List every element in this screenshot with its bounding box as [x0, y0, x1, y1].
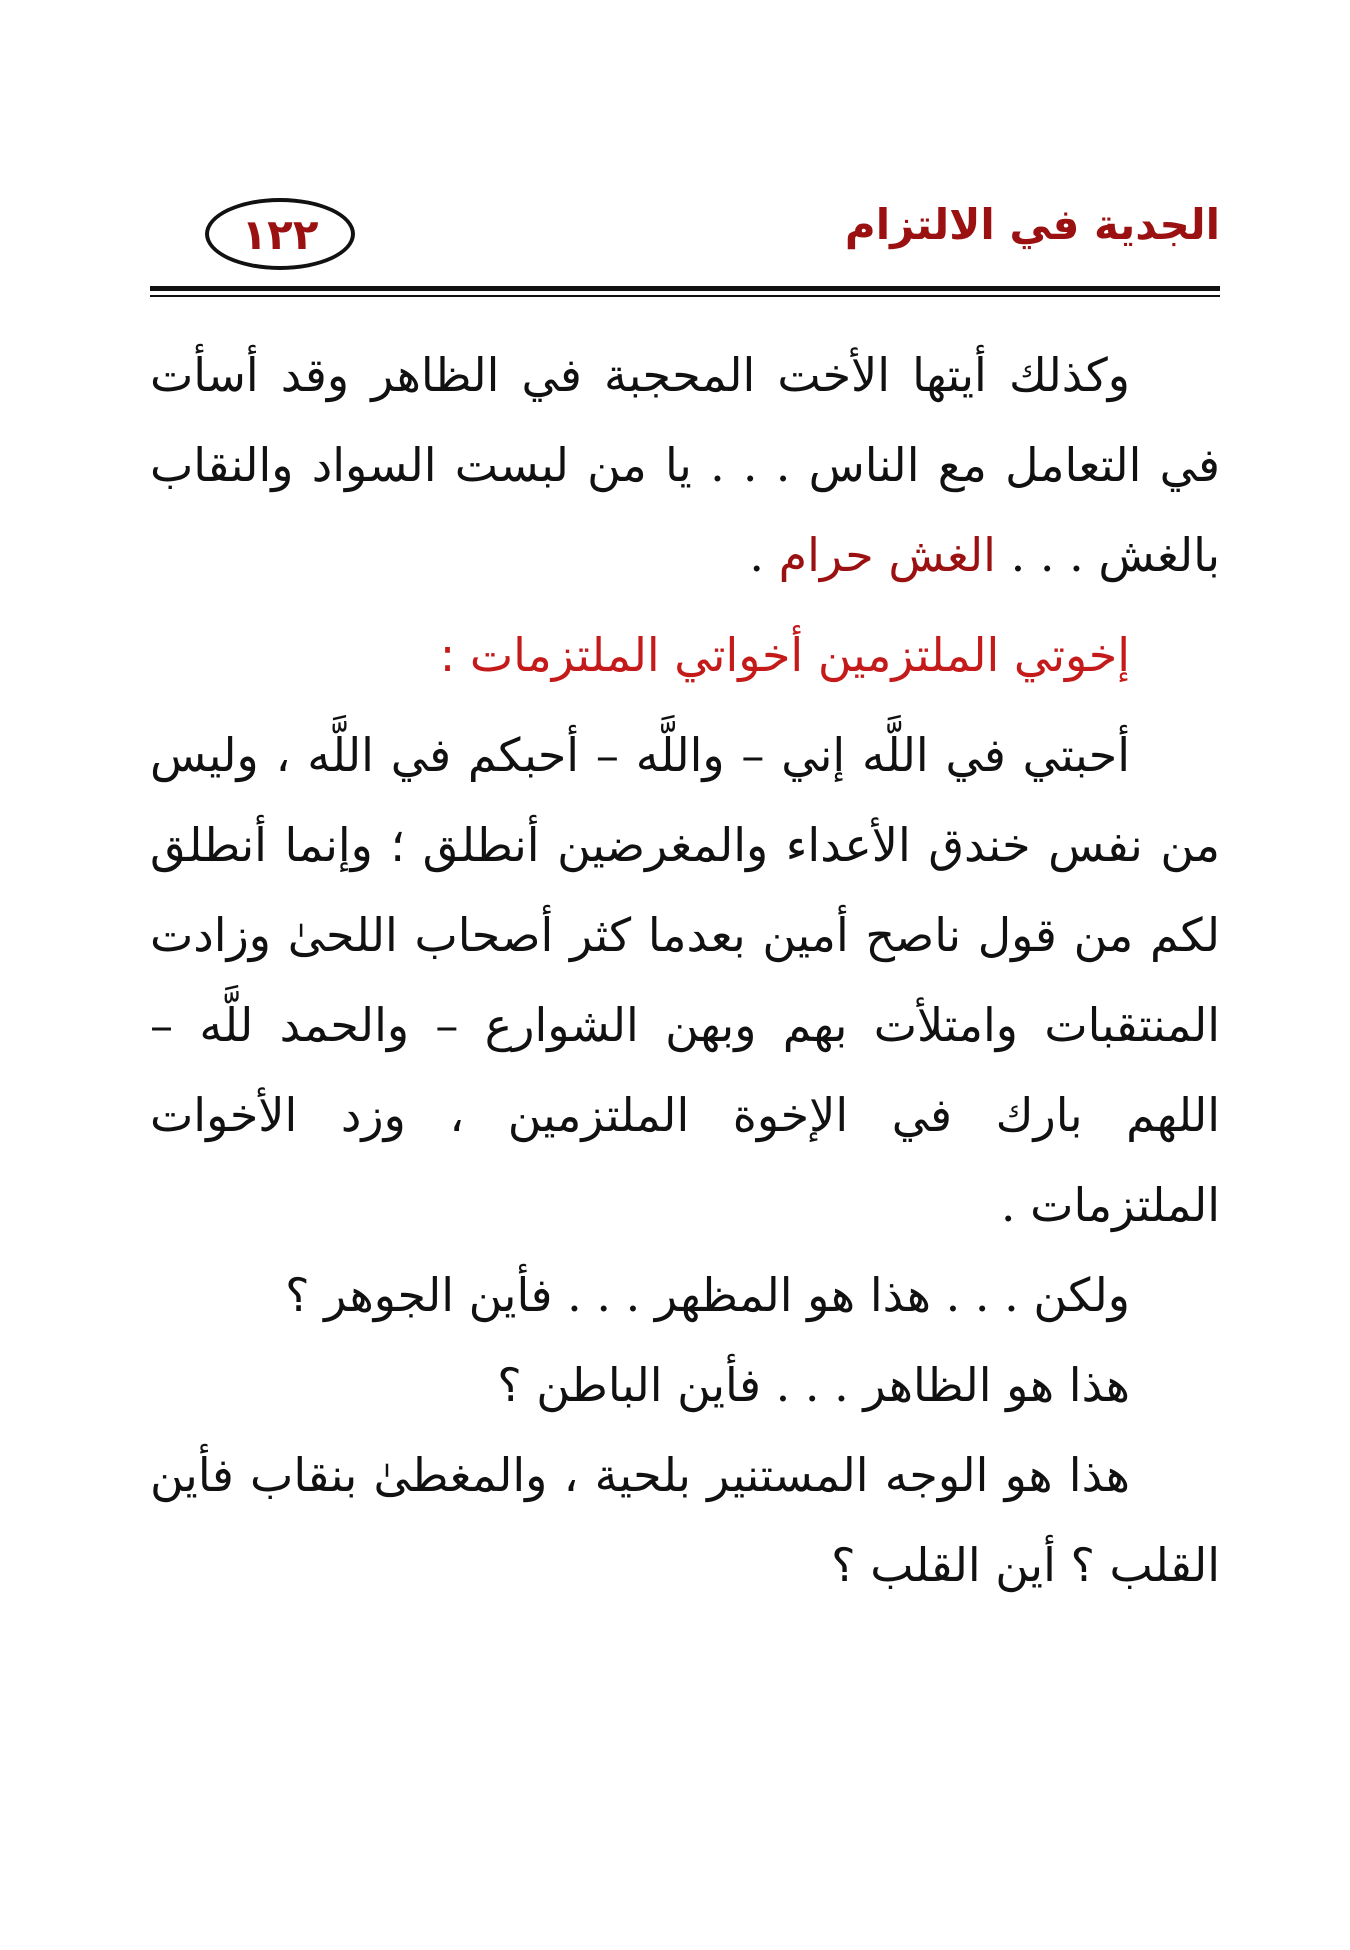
page-header	[150, 190, 1220, 280]
paragraph-4: هذا هو الظاهر . . . فأين الباطن ؟	[497, 1358, 1130, 1412]
highlight-phrase: الغش حرام	[778, 528, 996, 582]
paragraph-1-end: .	[749, 528, 779, 582]
header-rule-thick	[150, 286, 1220, 291]
paragraph-1	[150, 330, 1220, 600]
paragraph-1-text: وكذلك أيتها الأخت المحجبة في الظاهر وقد أسأت في التعامل مع الناس . . . يا من لبست السواد والنقاب بالغش . . .	[150, 348, 1220, 582]
page-body	[150, 330, 1220, 1610]
running-title: الجدية في الالتزام	[844, 200, 1220, 249]
page-number: ١٢٢	[205, 198, 355, 270]
section-heading: إخوتي الملتزمين أخواتي الملتزمات :	[439, 628, 1130, 682]
paragraph-3: ولكن . . . هذا هو المظهر . . . فأين الجوهر ؟	[285, 1268, 1130, 1322]
paragraph-5: هذا هو الوجه المستنير بلحية ، والمغطىٰ بنقاب فأين القلب ؟ أين القلب ؟	[150, 1448, 1220, 1592]
header-rule-thin	[150, 295, 1220, 297]
paragraph-2: أحبتي في اللَّه إني – واللَّه – أحبكم في اللَّه ، وليس من نفس خندق الأعداء والمغرضين أنطلق ؛ وإنما أنطلق لكم من قول ناصح أمين بعدما كثر أصحاب اللحىٰ وزادت المنتقبات وامتلأت بهم وبهن الشوارع – والحمد للَّه – اللهم بارك في الإخوة الملتزمين ، وزد الأخوات الملتزمات .	[150, 728, 1220, 1232]
